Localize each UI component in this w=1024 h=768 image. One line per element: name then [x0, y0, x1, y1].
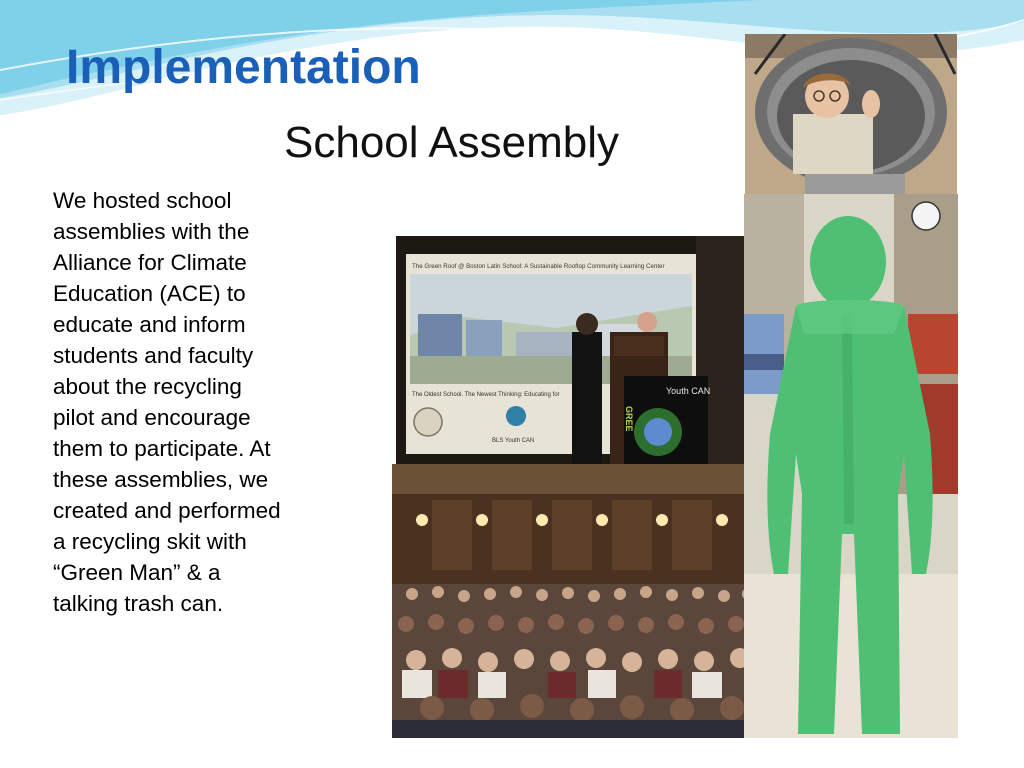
body-line: these assemblies, we — [53, 467, 269, 492]
sign-vertical-text: GREE — [624, 406, 634, 432]
body-line: We hosted school — [53, 188, 232, 213]
body-line: a recycling skit with — [53, 529, 247, 554]
body-line: Education (ACE) to — [53, 281, 246, 306]
photo-trash-can — [745, 34, 957, 202]
body-line: educate and inform — [53, 312, 246, 337]
body-line: Alliance for Climate — [53, 250, 247, 275]
photo-podium-banner — [396, 236, 746, 464]
body-line: students and faculty — [53, 343, 254, 368]
body-line: pilot and encourage — [53, 405, 251, 430]
body-line: them to participate. At — [53, 436, 271, 461]
sign-text: Youth CAN — [666, 386, 711, 396]
body-line: created and performed — [53, 498, 281, 523]
photo-green-man — [744, 194, 958, 738]
banner-title: The Green Roof @ Boston Latin School: A Sustainable Rooftop Community Learning Center — [412, 263, 665, 270]
slide-title: Implementation — [66, 41, 421, 94]
banner-caption: The Oldest School. The Newest Thinking: Educating for — [412, 392, 560, 398]
slide-subtitle: School Assembly — [284, 118, 620, 167]
body-line: talking trash can. — [53, 591, 224, 616]
body-line: about the recycling — [53, 374, 242, 399]
photo-assembly-audience — [392, 464, 758, 738]
banner-logo-text: BLS Youth CAN — [492, 438, 535, 444]
body-text — [53, 185, 363, 619]
body-line: “Green Man” & a — [53, 560, 221, 585]
body-line: assemblies with the — [53, 219, 250, 244]
